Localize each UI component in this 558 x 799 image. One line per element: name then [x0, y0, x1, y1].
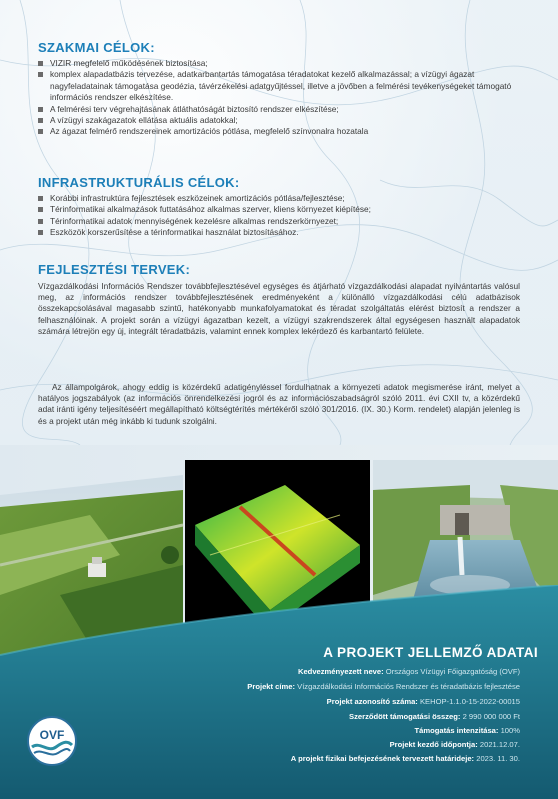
bullet-square-icon [38, 196, 43, 201]
bullet-square-icon [38, 129, 43, 134]
project-data-row: Kedvezményezett neve: Országos Vízügyi Főigazgatóság (OVF) [297, 667, 520, 676]
list-item: A vízügyi szakágazatok ellátása aktuális adatokkal; [38, 115, 528, 126]
project-data-panel [0, 585, 558, 799]
section-title-professional-goals: SZAKMAI CÉLOK: [38, 40, 155, 55]
project-data-row: Szerződött támogatási összeg: 2 990 000 000 Ft [349, 712, 520, 721]
bullet-square-icon [38, 107, 43, 112]
project-data-row: Támogatás intenzitása: 100% [414, 726, 520, 735]
ovf-logo-icon [26, 715, 78, 767]
list-item: komplex alapadatbázis tervezése, adatkarbantartás támogatása téradatokat kezelő alkalmazással; a vízügyi ágazat nagyfeladatainak támogatása geodézia, távérzékelési adatgyűjtéssel, illetve a jövőben a felmérési tevékenységeket támogató információs rendszer elkészítése. [38, 69, 528, 103]
development-paragraph-1: Vízgazdálkodási Információs Rendszer továbbfejlesztésével egységes és átjárható vízgazdálkodási alapadat nyilvántartás valósul meg, az információs rendszer továbbfejlesztésének eredményeként a különálló vízgazdálkodási célú adatbázisok összekapcsolásával magasabb szintű, hatékonyabb munkafolyamatokat és téradat szolgáltatás elérést biztosít a rendszer a felhasználóinak. A projekt során a vízügyi ágazatban kezelt, a vízügyi szakrendszerek által egységesen használt alapadatok számára létrejön egy új, integrált téradatbázis, valamint ennek komplex lekérdező és karbantartó felülete. [38, 281, 520, 336]
logo-text: OVF [39, 728, 65, 742]
project-data-row: Projekt azonosító száma: KEHOP-1.1.0-15-2022-00015 [326, 697, 520, 706]
bullet-square-icon [38, 207, 43, 212]
bullet-square-icon [38, 118, 43, 123]
professional-goals-list [38, 58, 528, 138]
list-item: Eszközök korszerűsítése a térinformatikai használat biztosításához. [38, 227, 528, 238]
list-item: Térinformatikai adatok mennyiségének kezelésre alkalmas rendszerkörnyezet; [38, 216, 528, 227]
project-data-title: A PROJEKT JELLEMZŐ ADATAI [323, 645, 538, 660]
list-item: Térinformatikai alkalmazások futtatásához alkalmas szerver, kliens környezet kiépítése; [38, 204, 528, 215]
list-item: VIZIR megfelelő működésének biztosítása; [38, 58, 528, 69]
bullet-square-icon [38, 72, 43, 77]
bullet-square-icon [38, 219, 43, 224]
project-data-row: Projekt címe: Vízgazdálkodási Információs Rendszer és téradatbázis fejlesztése [247, 682, 520, 691]
section-title-infrastructure-goals: INFRASTRUKTURÁLIS CÉLOK: [38, 175, 240, 190]
section-title-development-plans: FEJLESZTÉSI TERVEK: [38, 262, 191, 277]
list-item: Korábbi infrastruktúra fejlesztések eszközeinek amortizációs pótlása/fejlesztése; [38, 193, 528, 204]
bullet-square-icon [38, 230, 43, 235]
list-item: Az ágazat felmérő rendszereinek amortizációs pótlása, megfelelő színvonalra hozatala [38, 126, 528, 137]
project-data-row: Projekt kezdő időpontja: 2021.12.07. [389, 740, 520, 749]
infrastructure-goals-list [38, 193, 528, 239]
project-data-row: A projekt fizikai befejezésének tervezett határideje: 2023. 11. 30. [290, 754, 520, 763]
bullet-square-icon [38, 61, 43, 66]
development-paragraph-2: Az állampolgárok, ahogy eddig is közérdekű adatigényléssel fordulhatnak a környezeti adatok megismerése iránt, melyet a hatályos jogszabályok (az információs önrendelkezési jogról és az információszabadságról szóló 2011. évi CXII tv, a közérdekű adat iránti igény teljesítéséért megállapítható költségtérítés mértékéről szóló 301/2016. (IX. 30.) Korm. rendelet) alapján jelenleg is és a projekt után még inkább ki tudunk szolgálni. [38, 382, 520, 426]
list-item: A felmérési terv végrehajtásának átláthatóságát biztosító rendszer elkészítése; [38, 104, 528, 115]
panel-wave-background [0, 585, 558, 799]
